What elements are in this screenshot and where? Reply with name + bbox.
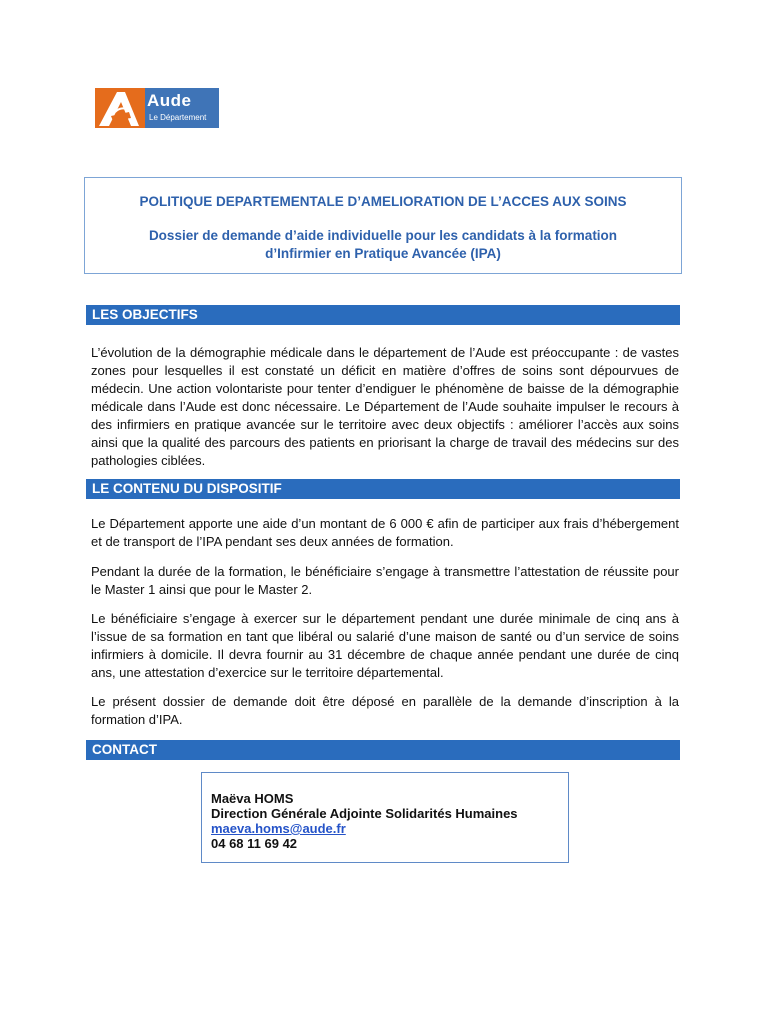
subtitle-line-2: d’Infirmier en Pratique Avancée (IPA)	[265, 246, 501, 261]
subtitle-line-1: Dossier de demande d’aide individuelle pour les candidats à la formation	[148, 228, 618, 243]
contact-box	[201, 772, 569, 863]
contenu-paragraph-4: Le présent dossier de demande doit être déposé en parallèle de la demande d’inscription à la formation d’IPA.	[91, 694, 679, 727]
contenu-paragraph-2: Pendant la durée de la formation, le bénéficiaire s’engage à transmettre l’attestation de réussite pour le Master 1 ainsi que pour le Master 2.	[91, 564, 679, 597]
document-subtitle	[105, 227, 661, 263]
title-box	[84, 177, 682, 274]
logo-name: Aude	[147, 91, 192, 110]
contact-name: Maëva HOMS	[211, 791, 294, 806]
section-heading-contenu: LE CONTENU DU DISPOSITIF	[86, 479, 680, 499]
contact-department: Direction Générale Adjointe Solidarités Humaines	[211, 806, 518, 821]
contenu-paragraph-3: Le bénéficiaire s’engage à exercer sur le département pendant une durée minimale de cinq ans à l’issue de sa formation en tant que libéral ou salarié d’une maison de santé ou d’un service de soins infirmiers à domicile. Il devra fournir au 31 décembre de chaque année pendant une durée de cinq ans, une attestation d’exercice sur le territoire départemental.	[91, 611, 679, 680]
contact-phone: 04 68 11 69 42	[211, 836, 298, 851]
section-heading-objectifs: LES OBJECTIFS	[86, 305, 680, 325]
contact-email-link[interactable]: maeva.homs@aude.fr	[211, 821, 346, 836]
aude-a-mark-icon	[95, 88, 145, 128]
aude-logo	[95, 88, 219, 128]
logo-subtitle: Le Département	[149, 113, 207, 122]
objectifs-paragraph: L’évolution de la démographie médicale dans le département de l’Aude est préoccupante : de vastes zones pour lesquelles il est constaté un déficit en matière d’offres de soins sont dépourvues de médecin. Une action volontariste pour tenter d’endiguer le phénomène de baisse de la démographie médicale dans l’Aude est donc nécessaire. Le Département de l’Aude souhaite impulser le recours à des infirmiers en pratique avancée sur le territoire avec deux objectifs : améliorer l’accès aux soins ainsi que la qualité des parcours des patients en priorisant la charge de travail des médecins sur des pathologies ciblées.	[91, 345, 679, 468]
document-title: POLITIQUE DEPARTEMENTALE D’AMELIORATION DE L’ACCES AUX SOINS	[139, 194, 627, 209]
contenu-paragraph-1: Le Département apporte une aide d’un montant de 6 000 € afin de participer aux frais d’hébergement et de transport de l’IPA pendant ses deux années de formation.	[91, 516, 679, 549]
section-heading-contact: CONTACT	[86, 740, 680, 760]
